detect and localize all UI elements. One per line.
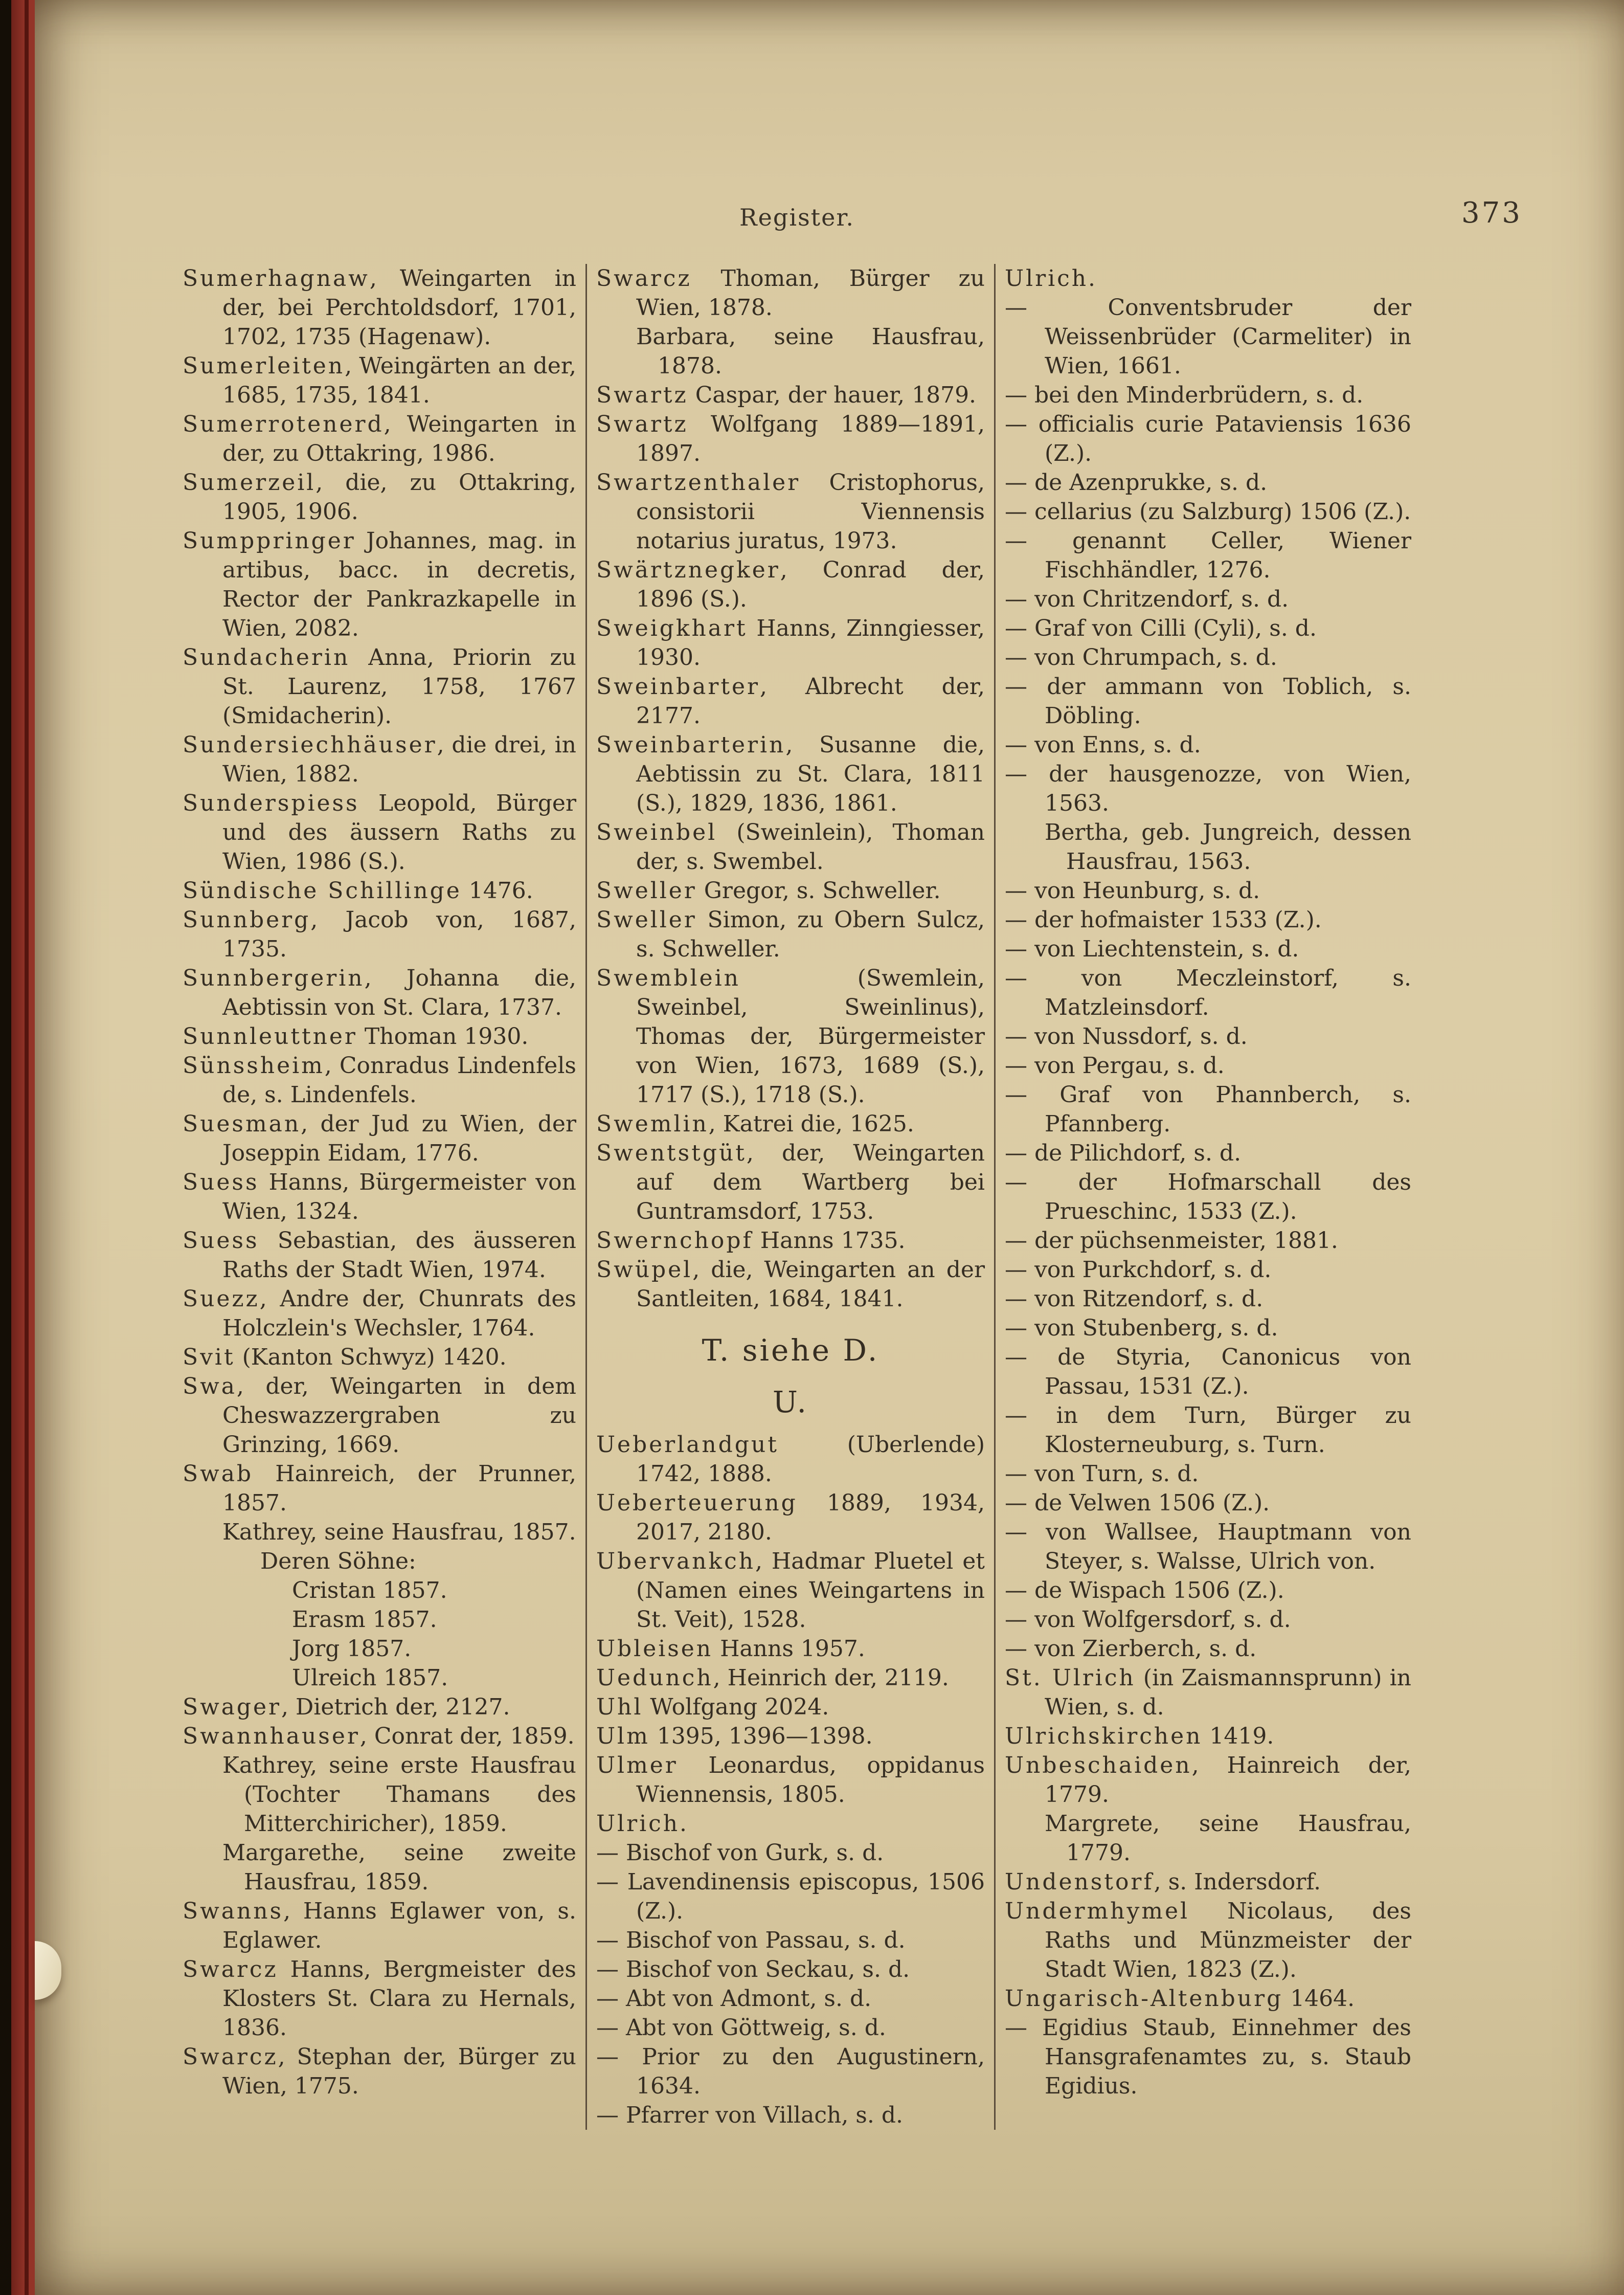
register-entry: — bei den Minderbrüdern, s. d.: [1005, 382, 1364, 408]
register-entry: Sunnleuttner Thoman 1930.: [183, 1023, 529, 1050]
register-entry: — Bischof von Seckau, s. d.: [596, 1956, 910, 1982]
register-entry: Swartz Wolfgang 1889—1891, 1897.: [596, 411, 985, 466]
entry-headword: Uhl: [596, 1694, 643, 1720]
register-entry: Jorg 1857.: [292, 1636, 412, 1662]
entry-headword: Swartzenthaler: [596, 470, 801, 496]
entry-headword: Ulm: [596, 1723, 650, 1749]
register-entry: — von Turn, s. d.: [1005, 1461, 1199, 1487]
register-entry: — de Wispach 1506 (Z.).: [1005, 1577, 1284, 1603]
register-entry: Ueberlandgut (Uberlende) 1742, 1888.: [596, 1432, 985, 1487]
entry-headword: Ulrich.: [596, 1811, 689, 1837]
register-entry: Swemlin, Katrei die, 1625.: [596, 1111, 914, 1137]
column-rule-1: [585, 264, 587, 2130]
register-entry: — Lavendinensis episcopus, 1506 (Z.).: [596, 1869, 985, 1924]
register-entry: Sundersiechhäuser, die drei, in Wien, 1882.: [183, 732, 576, 787]
entry-headword: Sundacherin: [183, 644, 350, 671]
entry-headword: Swemlin: [596, 1111, 709, 1137]
register-entry: — von Purkchdorf, s. d.: [1005, 1257, 1272, 1283]
section-heading: U.: [773, 1385, 808, 1419]
register-entry: — von Zierberch, s. d.: [1005, 1636, 1257, 1662]
register-entry: Kathrey, seine erste Hausfrau (Tochter Thamans des Mitterchiricher), 1859.: [222, 1752, 576, 1837]
register-entry: — Bischof von Passau, s. d.: [596, 1927, 906, 1953]
register-entry: — von Heunburg, s. d.: [1005, 878, 1260, 904]
register-entry: Unbeschaiden, Hainreich der, 1779.: [1005, 1752, 1411, 1808]
entry-headword: Sünssheim: [183, 1053, 325, 1079]
register-entry: — Graf von Phannberch, s. Pfannberg.: [1005, 1082, 1411, 1137]
register-entry: Ubervankch, Hadmar Pluetel et (Namen eines Weingartens in St. Veit), 1528.: [596, 1548, 985, 1633]
register-entry: Swarcz Hanns, Bergmeister des Klosters St. Clara zu Hernals, 1836.: [183, 1956, 576, 2041]
register-entry: — de Azenprukke, s. d.: [1005, 470, 1268, 496]
entry-headword: St. Ulrich: [1005, 1665, 1136, 1691]
entry-headword: Swarcz: [183, 2044, 278, 2070]
entry-headword: Sumppringer: [183, 528, 356, 554]
entry-headword: Sunderspiess: [183, 790, 359, 816]
entry-headword: Swemblein: [596, 965, 740, 991]
book-cover-edge: [0, 0, 11, 2295]
register-entry: Deren Söhne:: [260, 1548, 416, 1574]
entry-headword: Swartz: [596, 382, 688, 408]
entry-headword: Ueberteuerung: [596, 1490, 798, 1516]
register-entry: — von Nussdorf, s. d.: [1005, 1023, 1248, 1050]
entry-headword: Sweinbel: [596, 819, 717, 845]
register-entry: Sweller Gregor, s. Schweller.: [596, 878, 941, 904]
entry-headword: Swa: [183, 1373, 237, 1399]
register-entry: — Graf von Cilli (Cyli), s. d.: [1005, 615, 1317, 641]
register-entry: — genannt Celler, Wiener Fischhändler, 1276.: [1005, 528, 1411, 583]
entry-headword: Sumerzeil: [183, 470, 316, 496]
register-entry: Swa, der, Weingarten in dem Cheswazzergraben zu Grinzing, 1669.: [183, 1373, 576, 1458]
register-entry: Swentstgüt, der, Weingarten auf dem Wartberg bei Guntramsdorf, 1753.: [596, 1140, 985, 1224]
register-entry: Bertha, geb. Jungreich, dessen Hausfrau, 1563.: [1045, 819, 1411, 875]
register-entry: Suesman, der Jud zu Wien, der Joseppin Eidam, 1776.: [183, 1111, 576, 1166]
register-entry: Swannhauser, Conrat der, 1859.: [183, 1723, 575, 1749]
register-entry: Sweinbarter, Albrecht der, 2177.: [596, 674, 985, 729]
register-entry: Cristan 1857.: [292, 1577, 447, 1603]
entry-headword: Svit: [183, 1344, 235, 1370]
entry-headword: Swab: [183, 1461, 254, 1487]
entry-headword: Swarcz: [596, 265, 692, 292]
register-entry: Ulmer Leonardus, oppidanus Wiennensis, 1805.: [596, 1752, 985, 1808]
register-entry: — Egidius Staub, Einnehmer des Hansgrafenamtes zu, s. Staub Egidius.: [1005, 2015, 1411, 2099]
column-1: [183, 264, 576, 2130]
register-entry: Margarethe, seine zweite Hausfrau, 1859.: [222, 1840, 576, 1895]
running-head: [183, 204, 1411, 231]
entry-headword: Uedunch: [596, 1665, 713, 1691]
entry-headword: Undermhymel: [1005, 1898, 1189, 1924]
register-entry: Swartzenthaler Cristophorus, consistorii Viennensis notarius juratus, 1973.: [596, 470, 985, 554]
entry-headword: Swannhauser: [183, 1723, 360, 1749]
register-entry: — Prior zu den Augustinern, 1634.: [596, 2044, 985, 2099]
register-entry: Margrete, seine Hausfrau, 1779.: [1045, 1811, 1411, 1866]
entry-headword: Swernchopf: [596, 1228, 753, 1254]
column-rule-2: [994, 264, 996, 2130]
entry-headword: Swentstgüt: [596, 1140, 747, 1166]
entry-headword: Ueberlandgut: [596, 1432, 779, 1458]
entry-headword: Swarcz: [183, 1956, 278, 1982]
register-entry: — von Stubenberg, s. d.: [1005, 1315, 1278, 1341]
register-entry: — Bischof von Gurk, s. d.: [596, 1840, 884, 1866]
register-entry: Sunnberg, Jacob von, 1687, 1735.: [183, 907, 576, 962]
entry-headword: Sunnleuttner: [183, 1023, 357, 1050]
register-entry: St. Ulrich (in Zaismannsprunn) in Wien, s. d.: [1005, 1665, 1411, 1720]
register-entry: Svit (Kanton Schwyz) 1420.: [183, 1344, 507, 1370]
register-entry: — Conventsbruder der Weissenbrüder (Carmeliter) in Wien, 1661.: [1005, 295, 1411, 379]
register-entry: — Pfarrer von Villach, s. d.: [596, 2102, 904, 2128]
entry-headword: Sundersiechhäuser: [183, 732, 437, 758]
entry-headword: Swager: [183, 1694, 282, 1720]
register-entry: Suezz, Andre der, Chunrats des Holczlein's Wechsler, 1764.: [183, 1286, 576, 1341]
entry-headword: Sweller: [596, 907, 697, 933]
entry-headword: Sweinbarter: [596, 674, 760, 700]
register-entry: Sweinbarterin, Susanne die, Aebtissin zu St. Clara, 1811 (S.), 1829, 1836, 1861.: [596, 732, 985, 816]
register-entry: Sweinbel (Sweinlein), Thoman der, s. Swembel.: [596, 819, 985, 875]
register-entry: — cellarius (zu Salzburg) 1506 (Z.).: [1005, 499, 1411, 525]
page-number: 373: [1461, 196, 1522, 230]
register-entry: — von Meczleinstorf, s. Matzleinsdorf.: [1005, 965, 1411, 1020]
register-entry: — von Pergau, s. d.: [1005, 1053, 1225, 1079]
register-entry: Undenstorf, s. Indersdorf.: [1005, 1869, 1321, 1895]
register-entry: Swemblein (Swemlein, Sweinbel, Sweinlinus), Thomas der, Bürgermeister von Wien, 1673, 1689 (S.), 1717 (S.), 1718 (S.).: [596, 965, 985, 1108]
register-entry: Sweigkhart Hanns, Zinngiesser, 1930.: [596, 615, 985, 671]
register-entry: Swüpel, die, Weingarten an der Santleiten, 1684, 1841.: [596, 1257, 985, 1312]
register-entry: Sumerzeil, die, zu Ottakring, 1905, 1906.: [183, 470, 576, 525]
entry-headword: Suess: [183, 1228, 259, 1254]
register-entry: — von Liechtenstein, s. d.: [1005, 936, 1299, 962]
register-entry: Swager, Dietrich der, 2127.: [183, 1694, 510, 1720]
register-entry: [1005, 264, 1411, 293]
entry-headword: Ulrichskirchen: [1005, 1723, 1203, 1749]
register-entry: Sweller Simon, zu Obern Sulcz, s. Schweller.: [596, 907, 985, 962]
register-entry: Ulm 1395, 1396—1398.: [596, 1723, 873, 1749]
entry-headword: Undenstorf: [1005, 1869, 1154, 1895]
register-entry: Kathrey, seine Hausfrau, 1857.: [222, 1519, 576, 1545]
entry-headword: Sweller: [596, 878, 697, 904]
register-entry: — von Wolfgersdorf, s. d.: [1005, 1607, 1291, 1633]
register-entry: Uhl Wolfgang 2024.: [596, 1694, 829, 1720]
entry-headword: Swärtznegker: [596, 557, 780, 583]
entry-headword: Sunnbergerin: [183, 965, 365, 991]
register-entry: Sundacherin Anna, Priorin zu St. Laurenz, 1758, 1767 (Smidacherin).: [183, 644, 576, 729]
register-entry: — Abt von Admont, s. d.: [596, 1986, 872, 2012]
register-entry: Swarcz, Stephan der, Bürger zu Wien, 1775.: [183, 2044, 576, 2099]
register-entry: — der ammann von Toblich, s. Döbling.: [1005, 674, 1411, 729]
register-entry: — de Styria, Canonicus von Passau, 1531 (Z.).: [1005, 1344, 1411, 1399]
entry-headword: Sumerrotenerd: [183, 411, 384, 437]
register-entry: Ulrichskirchen 1419.: [1005, 1723, 1274, 1749]
entry-headword: Ungarisch-Altenburg: [1005, 1986, 1283, 2012]
register-entry: Ubleisen Hanns 1957.: [596, 1636, 865, 1662]
register-entry: Swartz Caspar, der hauer, 1879.: [596, 382, 977, 408]
register-entry: Sündische Schillinge 1476.: [183, 878, 533, 904]
entry-headword: Suesman: [183, 1111, 301, 1137]
entry-headword: Ubleisen: [596, 1636, 713, 1662]
entry-headword: Sweigkhart: [596, 615, 748, 641]
register-entry: — Abt von Göttweig, s. d.: [596, 2015, 886, 2041]
entry-headword: Suess: [183, 1169, 259, 1195]
register-columns: [183, 264, 1411, 2130]
register-entry: — der hofmaister 1533 (Z.).: [1005, 907, 1322, 933]
entry-headword: Sweinbarterin: [596, 732, 786, 758]
book-binding-strip: [11, 0, 25, 2295]
register-entry: — de Velwen 1506 (Z.).: [1005, 1490, 1270, 1516]
entry-headword: Ubervankch: [596, 1548, 755, 1574]
register-entry: Undermhymel Nicolaus, des Raths und Münzmeister der Stadt Wien, 1823 (Z.).: [1005, 1898, 1411, 1982]
entry-headword: Sumerleiten: [183, 353, 345, 379]
register-entry: Sumerleiten, Weingärten an der, 1685, 1735, 1841.: [183, 353, 576, 408]
register-entry: — von Ritzendorf, s. d.: [1005, 1286, 1264, 1312]
register-entry: Sünssheim, Conradus Lindenfels de, s. Lindenfels.: [183, 1053, 576, 1108]
entry-headword: Sumerhagnaw: [183, 265, 370, 292]
entry-headword: Ulrich.: [1005, 265, 1097, 292]
section-heading: T. siehe D.: [702, 1333, 879, 1368]
register-entry: Ueberteuerung 1889, 1934, 2017, 2180.: [596, 1490, 985, 1545]
register-entry: Swernchopf Hanns 1735.: [596, 1228, 906, 1254]
page-curl: [35, 1941, 61, 2000]
register-entry: — von Chritzendorf, s. d.: [1005, 586, 1289, 612]
register-entry: [596, 1809, 985, 1838]
register-entry: Erasm 1857.: [292, 1607, 437, 1633]
entry-headword: Unbeschaiden: [1005, 1752, 1192, 1778]
register-entry: Sumerrotenerd, Weingarten in der, zu Ottakring, 1986.: [183, 411, 576, 466]
register-entry: Sunnbergerin, Johanna die, Aebtissin von St. Clara, 1737.: [183, 965, 576, 1020]
register-entry: Ulreich 1857.: [292, 1665, 448, 1691]
entry-headword: Swartz: [596, 411, 688, 437]
register-entry: — von Chrumpach, s. d.: [1005, 644, 1277, 671]
register-entry: Suess Sebastian, des äusseren Raths der Stadt Wien, 1974.: [183, 1228, 576, 1283]
register-entry: Barbara, seine Hausfrau, 1878.: [636, 324, 985, 379]
register-entry: Sumppringer Johannes, mag. in artibus, bacc. in decretis, Rector der Pankrazkapelle in Wien, 2082.: [183, 528, 576, 641]
binding-groove: [25, 0, 29, 2295]
entry-headword: Swanns: [183, 1898, 284, 1924]
register-entry: — der hausgenozze, von Wien, 1563.: [1005, 761, 1411, 816]
book-binding-strip-inner: [29, 0, 35, 2295]
register-entry: — von Enns, s. d.: [1005, 732, 1201, 758]
entry-headword: Swüpel: [596, 1257, 693, 1283]
register-entry: — de Pilichdorf, s. d.: [1005, 1140, 1242, 1166]
register-entry: Ungarisch-Altenburg 1464.: [1005, 1986, 1355, 2012]
register-entry: Swab Hainreich, der Prunner, 1857.: [183, 1461, 576, 1516]
register-entry: — der püchsenmeister, 1881.: [1005, 1228, 1338, 1254]
register-entry: — von Wallsee, Hauptmann von Steyer, s. Walsse, Ulrich von.: [1005, 1519, 1411, 1574]
register-entry: Swärtznegker, Conrad der, 1896 (S.).: [596, 557, 985, 612]
register-entry: Uedunch, Heinrich der, 2119.: [596, 1665, 949, 1691]
register-entry: Swarcz Thoman, Bürger zu Wien, 1878.: [596, 265, 985, 321]
entry-headword: Sündische Schillinge: [183, 878, 462, 904]
entry-headword: Ulmer: [596, 1752, 678, 1778]
register-entry: — der Hofmarschall des Prueschinc, 1533 (Z.).: [1005, 1169, 1411, 1224]
register-entry: — in dem Turn, Bürger zu Klosterneuburg, s. Turn.: [1005, 1402, 1411, 1458]
entry-headword: Sunnberg: [183, 907, 311, 933]
register-entry: Suess Hanns, Bürgermeister von Wien, 1324.: [183, 1169, 576, 1224]
column-2: [596, 264, 985, 2130]
register-entry: Sunderspiess Leopold, Bürger und des äussern Raths zu Wien, 1986 (S.).: [183, 790, 576, 875]
column-3: [1005, 264, 1411, 2130]
page-header: Register.: [739, 204, 854, 231]
register-entry: — officialis curie Pataviensis 1636 (Z.).: [1005, 411, 1411, 466]
register-entry: Sumerhagnaw, Weingarten in der, bei Perchtoldsdorf, 1701, 1702, 1735 (Hagenaw).: [183, 265, 576, 350]
entry-headword: Suezz: [183, 1286, 260, 1312]
register-entry: Swanns, Hanns Eglawer von, s. Eglawer.: [183, 1898, 576, 1953]
